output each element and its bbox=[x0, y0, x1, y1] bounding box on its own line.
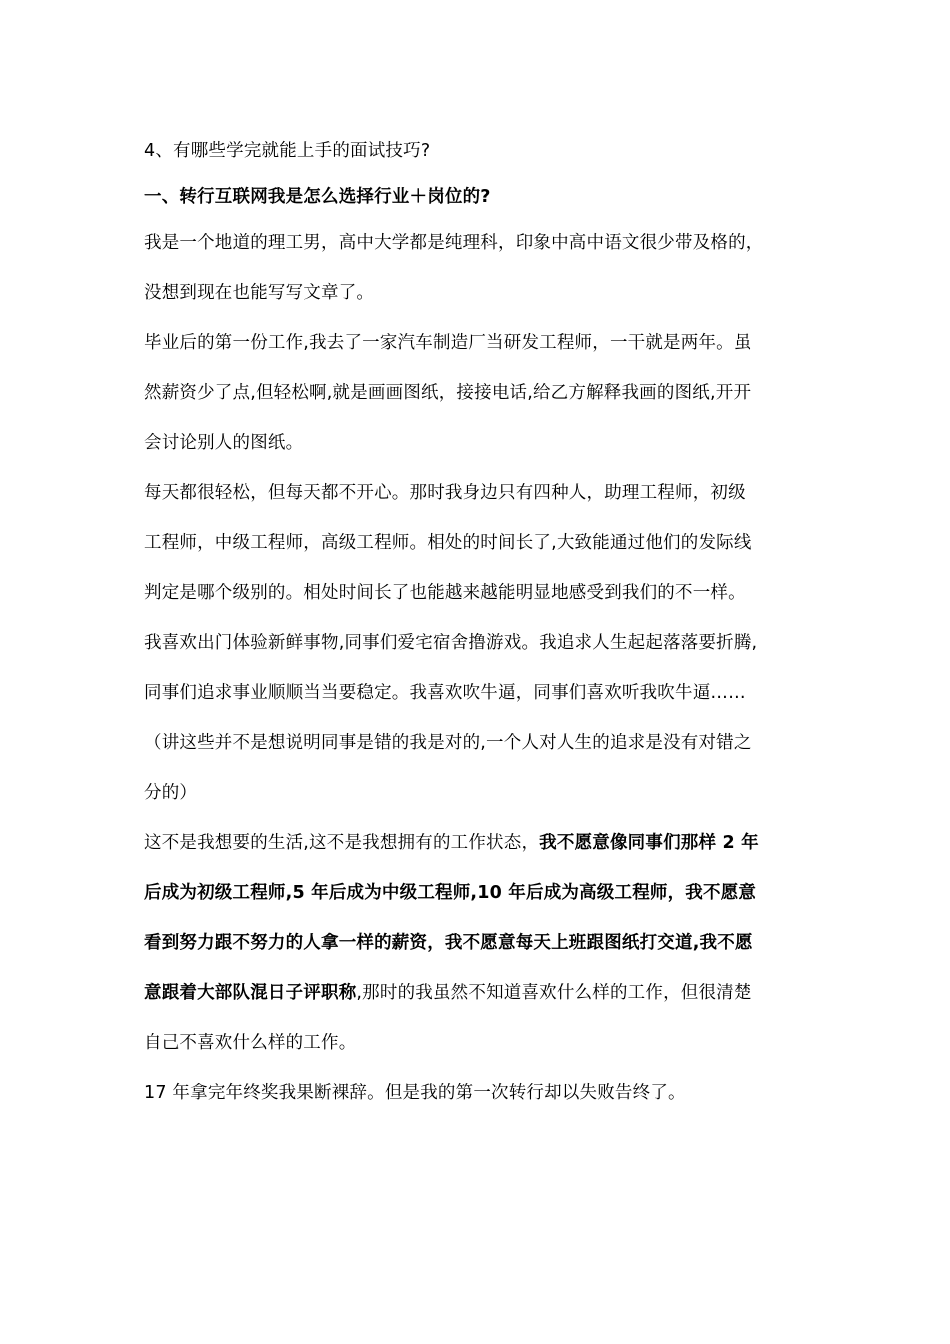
paragraph-line: 工程师，中级工程师，高级工程师。相处的时间长了,大致能通过他们的发际线 bbox=[144, 533, 752, 553]
normal-text: ,那时的我虽然不知道喜欢什么样的工作，但很清楚 bbox=[356, 983, 752, 1003]
paragraph-decision bbox=[144, 826, 812, 1076]
paragraph-line: 同事们追求事业顺顺当当要稳定。我喜欢吹牛逼，同事们喜欢听我吹牛逼…… bbox=[144, 683, 746, 703]
question-item: 4、有哪些学完就能上手的面试技巧? bbox=[144, 141, 431, 161]
paragraph-line: 后成为初级工程师,5 年后成为中级工程师,10 年后成为高级工程师，我不愿意 bbox=[144, 883, 757, 903]
paragraph-line: 毕业后的第一份工作,我去了一家汽车制造厂当研发工程师，一干就是两年。虽 bbox=[144, 333, 752, 353]
paragraph-background bbox=[144, 226, 812, 326]
section-heading: 一、转行互联网我是怎么选择行业＋岗位的? bbox=[144, 187, 491, 207]
paragraph-line: 我是一个地道的理工男，高中大学都是纯理科，印象中高中语文很少带及格的， bbox=[144, 233, 764, 253]
paragraph-line bbox=[144, 826, 812, 876]
paragraph-line: 会讨论别人的图纸。 bbox=[144, 433, 304, 453]
text-column bbox=[144, 134, 812, 1126]
paragraph-line: 然薪资少了点,但轻松啊,就是画画图纸，接接电话,给乙方解释我画的图纸,开开 bbox=[144, 383, 752, 403]
bold-text: 我不愿意像同事们那样 2 年 bbox=[539, 833, 759, 853]
paragraph-resignation bbox=[144, 1076, 812, 1126]
paragraph-line: 我喜欢出门体验新鲜事物,同事们爱宅宿舍撸游戏。我追求人生起起落落要折腾, bbox=[144, 633, 758, 653]
paragraph-line: 看到努力跟不努力的人拿一样的薪资，我不愿意每天上班跟图纸打交道,我不愿 bbox=[144, 933, 753, 953]
paragraph-line: 每天都很轻松，但每天都不开心。那时我身边只有四种人，助理工程师，初级 bbox=[144, 483, 746, 503]
paragraph-line bbox=[144, 976, 812, 1026]
normal-text: 这不是我想要的生活,这不是我想拥有的工作状态， bbox=[144, 833, 540, 853]
paragraph-line: 分的） bbox=[144, 783, 198, 803]
paragraph-line: 没想到现在也能写写文章了。 bbox=[144, 283, 375, 303]
paragraph-first-job bbox=[144, 326, 812, 476]
paragraph-line: 判定是哪个级别的。相处时间长了也能越来越能明显地感受到我们的不一样。 bbox=[144, 583, 746, 603]
paragraph-line: 自己不喜欢什么样的工作。 bbox=[144, 1033, 357, 1053]
paragraph-line: （讲这些并不是想说明同事是错的我是对的,一个人对人生的追求是没有对错之 bbox=[144, 733, 752, 753]
paragraph-line: 17 年拿完年终奖我果断裸辞。但是我的第一次转行却以失败告终了。 bbox=[144, 1083, 686, 1103]
paragraph-colleagues bbox=[144, 476, 812, 826]
bold-text: 意跟着大部队混日子评职称 bbox=[144, 983, 357, 1003]
